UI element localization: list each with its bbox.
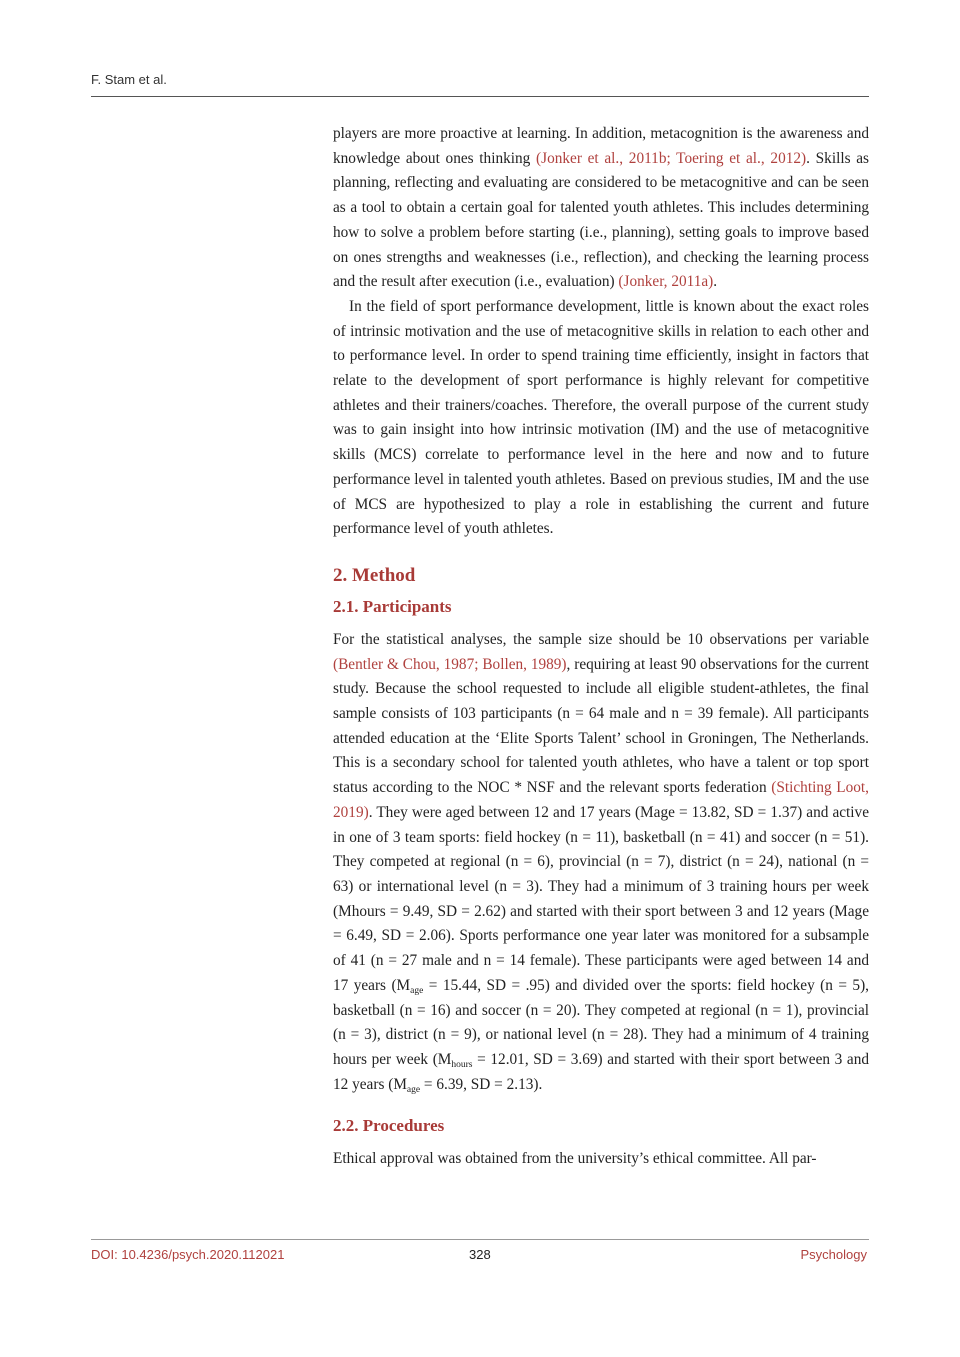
page-number: 328 bbox=[469, 1247, 491, 1262]
header-rule bbox=[91, 96, 869, 97]
citation-link[interactable]: (Stichting Loot, 2019) bbox=[333, 779, 869, 821]
footer-rule bbox=[91, 1239, 869, 1240]
paragraph-participants: For the statistical analyses, the sample size should be 10 observations per variable (Bentler & Chou, 1987; Bollen, 1989), requiring at least 90 observations for the current study. Because the school requested to include all eligible student-athletes, the final sample consists of 103 participants (n = 64 male and n = 39 female). All participants attended education at the ‘Elite Sports Talent’ school in Groningen, The Netherlands. This is a secondary school for talented youth athletes, who have a talent or top sport status according to the NOC * NSF and the relevant sports federation (Stichting Loot, 2019). They were aged between 12 and 17 years (Mage = 13.82, SD = 1.37) and active in one of 3 team sports: field hockey (n = 11), basketball (n = 41) and soccer (n = 51). They competed at regional (n = 6), provincial (n = 7), district (n = 24), national (n = 63) or international level (n = 3). They had a minimum of 3 training hours per week (Mhours = 9.49, SD = 2.62) and started with their sport between 3 and 12 years (Mage = 6.49, SD = 2.06). Sports performance one year later was monitored for a subsample of 41 (n = 27 male and n = 14 female). These participants were aged between 14 and 17 years ($M_{age} = 15.44$, SD = .95) and divided over the sports: field hockey (n = 5), basketball (n = 16) and soccer (n = 20). They competed at regional (n = 1), provincial (n = 3), district (n = 9), or national level (n = 28). They had a minimum of 4 training hours per week ($M_{hours} = 12.01$, SD = 3.69) and started with their sport between 3 and 12 years ($M_{age} = 6.39$, SD = 2.13). bbox=[333, 630, 869, 1095]
subscript: age bbox=[406, 1084, 421, 1095]
paragraph-procedures: Ethical approval was obtained from the university’s ethical committee. All par- bbox=[333, 1150, 817, 1168]
citation-link[interactable]: (Bentler & Chou, 1987; Bollen, 1989) bbox=[333, 655, 567, 673]
subsection-heading-participants: 2.1. Participants bbox=[333, 596, 452, 616]
citation-link[interactable]: (Jonker et al., 2011b; Toering et al., 2012) bbox=[536, 149, 807, 167]
running-head: F. Stam et al. bbox=[91, 72, 167, 87]
citation-link[interactable]: (Jonker, 2011a) bbox=[618, 273, 714, 291]
paragraph-purpose: In the field of sport performance development, little is known about the exact roles of intrinsic motivation and the use of metacognitive skills in relation to each other and to performance level. In order to spend training time efficiently, insight in factors that relate to the development of sport performance is highly relevant for competitive athletes and their trainers/coaches. Therefore, the overall purpose of the current study was to gain insight into how intrinsic motivation (IM) and the use of metacognitive skills (MCS) correlate to performance level in the here and now and to future performance level in talented youth athletes. Based on previous studies, IM and the use of MCS are hypothesized to play a role in establishing the current and future performance level of youth athletes. bbox=[333, 297, 869, 538]
subsection-heading-procedures: 2.2. Procedures bbox=[333, 1116, 445, 1136]
subscript: age bbox=[410, 985, 424, 996]
article-body bbox=[333, 122, 869, 1172]
paragraph-metacognition: players are more proactive at learning. In addition, metacognition is the awareness and knowledge about ones thinking (Jonker et al., 2011b; Toering et al., 2012). Skills as planning, reflecting and evaluating are considered to be metacognitive and can be seen as a tool to obtain a certain goal for talented youth athletes. This includes determining how to solve a problem before starting (i.e., planning), setting goals to improve based on ones strengths and weaknesses (i.e., reflection), and checking the learning process and the result after execution (i.e., evaluation) (Jonker, 2011a). bbox=[333, 125, 869, 291]
section-heading-method: 2. Method bbox=[333, 564, 416, 586]
subscript: hours bbox=[451, 1059, 473, 1070]
journal-name[interactable]: Psychology bbox=[800, 1247, 867, 1262]
doi-link[interactable]: DOI: 10.4236/psych.2020.112021 bbox=[91, 1247, 285, 1262]
